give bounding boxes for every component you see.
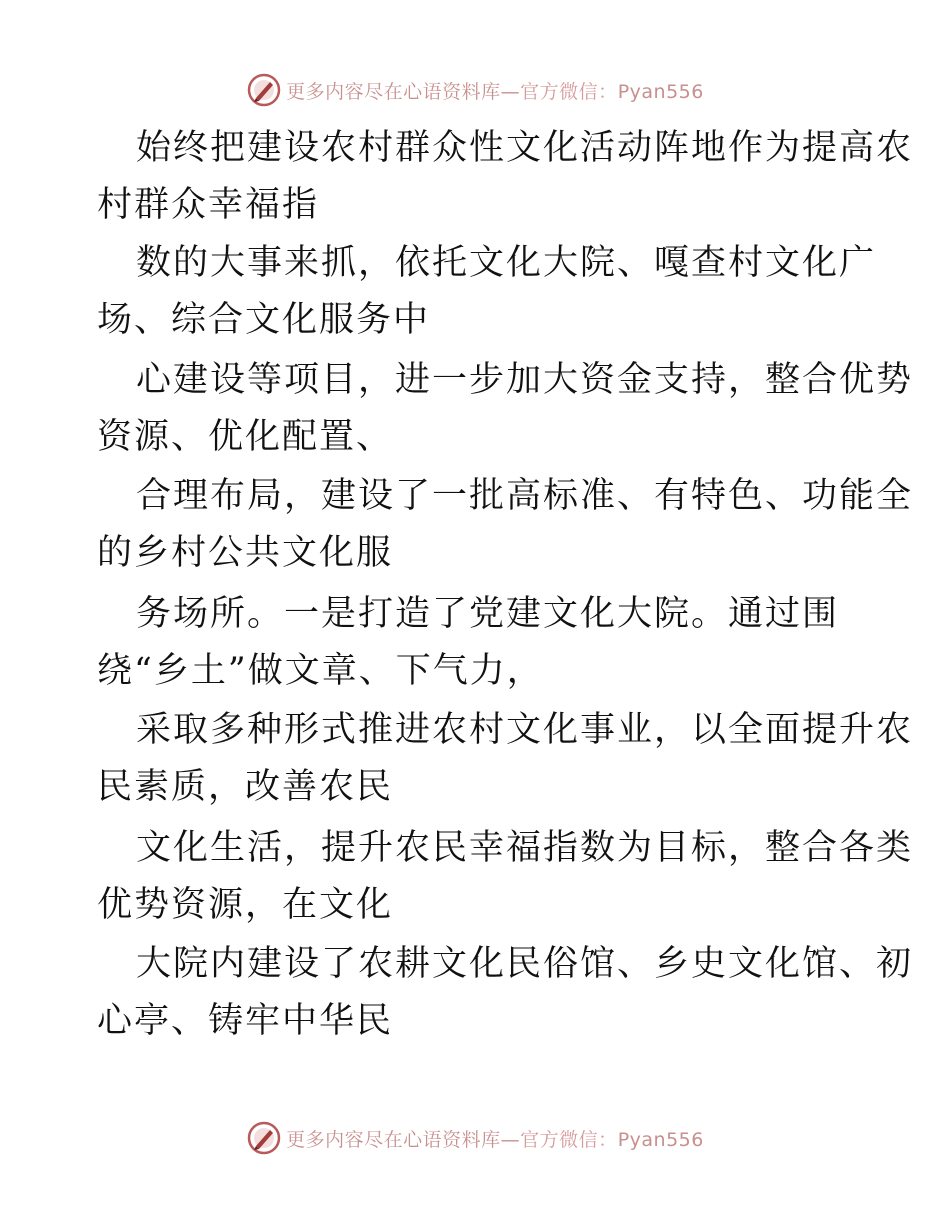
paragraph-line: 大院内建设了农耕文化民俗馆、乡史文化馆、初 [136,944,914,984]
watermark-main: 更多内容尽在心语资料库 [286,80,501,103]
paragraph-line: 采取多种形式推进农村文化事业，以全面提升农 [136,710,914,750]
watermark-id: Pyan556 [617,1128,704,1151]
watermark-label: 官方微信： [520,80,618,103]
paragraph-line: 的乡村公共文化服 [97,533,394,573]
paragraph-line: 场、综合文化服务中 [97,300,431,340]
watermark-text [286,1125,704,1152]
paragraph-line: 民素质，改善农民 [97,767,394,807]
pen-seal-icon [246,1120,282,1156]
paragraph-line: 优势资源，在文化 [97,885,394,925]
paragraph-line: 村群众幸福指 [97,185,320,225]
watermark-id: Pyan556 [617,80,704,103]
paragraph-line: 心亭、铸牢中华民 [97,1001,394,1041]
watermark-separator: — [500,1128,521,1151]
watermark-text [286,77,704,104]
paragraph-line: 始终把建设农村群众性文化活动阵地作为提高农 [136,128,914,168]
watermark-label: 官方微信： [520,1128,618,1151]
header-watermark [0,70,950,110]
paragraph-line: 数的大事来抓，依托文化大院、嘎查村文化广 [136,243,877,283]
paragraph-line: 务场所。一是打造了党建文化大院。通过围 [136,594,840,634]
paragraph-line: 合理布局，建设了一批高标准、有特色、功能全 [136,476,914,516]
paragraph-line: 心建设等项目，进一步加大资金支持，整合优势 [136,360,914,400]
watermark-separator: — [500,80,521,103]
footer-watermark [0,1118,950,1158]
watermark-main: 更多内容尽在心语资料库 [286,1128,501,1151]
paragraph-line: 绕“乡土”做文章、下气力， [97,651,544,691]
paragraph-line: 文化生活，提升农民幸福指数为目标，整合各类 [136,828,914,868]
pen-seal-icon [246,72,282,108]
paragraph-line: 资源、优化配置、 [97,417,394,457]
